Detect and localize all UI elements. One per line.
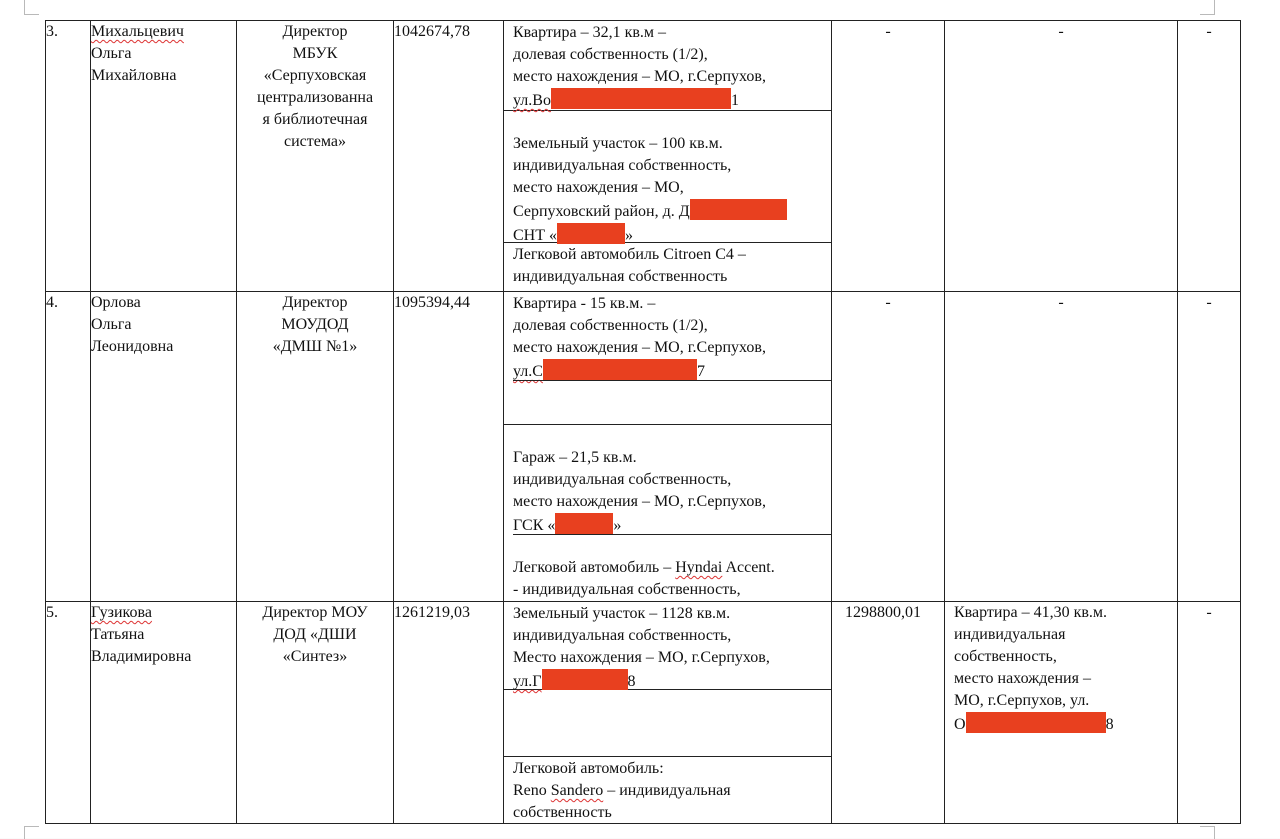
spouse-income-cell: 1298800,01	[832, 602, 945, 824]
redaction-mark	[542, 669, 628, 690]
property-cell	[504, 292, 832, 602]
position-cell: Директор МБУК «Серпуховская централизованна я библиотечная система»	[237, 21, 394, 292]
spouse-property-cell: Квартира – 41,30 кв.м. индивидуальная собственность, место нахождения – МО, г.Серпухов, ул. О 8	[945, 602, 1178, 824]
property-car: Легковой автомобиль: Reno Sandero – индивидуальная собственность	[513, 760, 731, 821]
property-car: Легковой автомобиль Citroen C4 – индивидуальная собственность	[513, 246, 746, 285]
spouse-property-cell: -	[945, 292, 1178, 602]
children-cell: -	[1178, 602, 1241, 824]
redaction-mark	[690, 199, 787, 220]
table-row	[46, 21, 1241, 292]
income-cell: 1261219,03	[394, 602, 504, 824]
spouse-income-cell: -	[832, 292, 945, 602]
spouse-property-cell: -	[945, 21, 1178, 292]
person-name: Гузикова Татьяна Владимировна	[91, 602, 237, 824]
property-cell	[504, 21, 832, 292]
redaction-mark	[966, 712, 1106, 733]
property-car: Легковой автомобиль – Hyndai Accent. - индивидуальная собственность,	[513, 559, 775, 598]
position-cell: Директор МОУ ДОД «ДШИ «Синтез»	[237, 602, 394, 824]
person-name: Михальцевич Ольга Михайловна	[91, 21, 237, 292]
income-cell: 1042674,78	[394, 21, 504, 292]
property-land: Земельный участок – 100 кв.м. индивидуальная собственность, место нахождения – МО, Серпуховский район, д. Д СНТ « »	[504, 111, 831, 243]
children-cell: -	[1178, 292, 1241, 602]
table-row	[46, 602, 1241, 824]
page-corner-mark	[1200, 0, 1215, 15]
property-garage: Гараж – 21,5 кв.м. индивидуальная собственность, место нахождения – МО, г.Серпухов, ГСК « »	[504, 425, 831, 535]
page-corner-mark	[24, 0, 39, 15]
redaction-mark	[557, 223, 625, 244]
spouse-income-cell: -	[832, 21, 945, 292]
position-cell: Директор МОУДОД «ДМШ №1»	[237, 292, 394, 602]
redaction-mark	[555, 513, 613, 534]
property-empty	[504, 381, 831, 425]
property-cell	[504, 602, 832, 824]
redaction-mark	[551, 88, 731, 109]
page-corner-mark	[1200, 826, 1215, 839]
row-number: 3.	[46, 21, 91, 292]
income-cell: 1095394,44	[394, 292, 504, 602]
property-land: Земельный участок – 1128 кв.м. индивидуальная собственность, Место нахождения – МО, г.Серпухов, ул.Г 8	[504, 602, 831, 690]
property-flat: Квартира – 32,1 кв.м – долевая собственность (1/2), место нахождения – МО, г.Серпухов, ул.Во 1	[504, 21, 831, 111]
page-corner-mark	[24, 826, 39, 839]
row-number: 4.	[46, 292, 91, 602]
person-name: Орлова Ольга Леонидовна	[91, 292, 237, 602]
property-empty	[504, 690, 831, 757]
table-row	[46, 292, 1241, 602]
declarations-table	[45, 20, 1241, 824]
property-flat: Квартира - 15 кв.м. – долевая собственность (1/2), место нахождения – МО, г.Серпухов, ул.С 7	[504, 292, 831, 381]
children-cell: -	[1178, 21, 1241, 292]
redaction-mark	[543, 359, 697, 380]
row-number: 5.	[46, 602, 91, 824]
